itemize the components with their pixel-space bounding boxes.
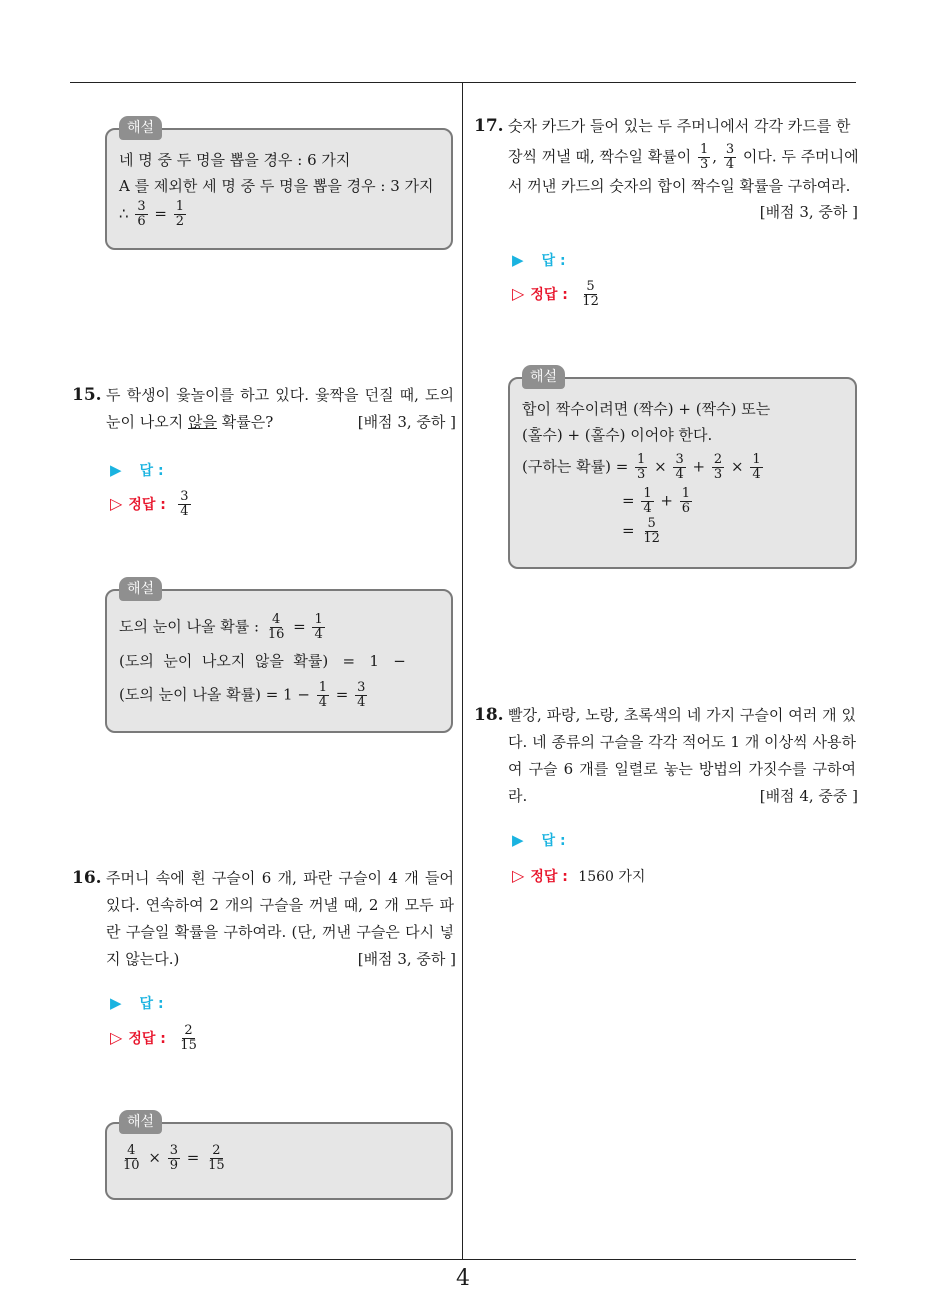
question-line-3: 서 꺼낸 카드의 숫자의 합이 짝수일 확률을 구하여라. bbox=[508, 177, 851, 195]
page-number: 4 bbox=[456, 1266, 470, 1291]
q17-solution-line-1: 합이 짝수이려면 (짝수) + (짝수) 또는 bbox=[522, 400, 771, 418]
q17-solution-line-5: = $\frac{5}{12}$ bbox=[622, 516, 660, 546]
q14-solution-line-1: 네 명 중 두 명을 뽑을 경우 : 6 가지 bbox=[119, 151, 351, 169]
question-line-1: 숫자 카드가 들어 있는 두 주머니에서 각각 카드를 한 bbox=[508, 117, 851, 135]
answer-label: 답 : bbox=[139, 463, 164, 479]
bottom-rule bbox=[70, 1259, 856, 1260]
outline-play-icon: ▷ bbox=[110, 493, 123, 513]
answer-label: 답 : bbox=[541, 833, 566, 849]
q15-solution-line-1: 도의 눈이 나올 확률 : $\frac{4}{16}$ = $\frac{1}{4}$ bbox=[119, 612, 323, 642]
underlined-word: 않을 bbox=[188, 413, 217, 431]
correct-value: $\frac{2}{15}$ bbox=[180, 1023, 197, 1053]
correct-label: 정답 : bbox=[128, 1030, 166, 1047]
correct-value: $\frac{5}{12}$ bbox=[582, 279, 599, 309]
points-label: [배점 3, 중하 ] bbox=[759, 203, 858, 221]
correct-label: 정답 : bbox=[128, 496, 166, 513]
q16-solution-box bbox=[105, 1114, 453, 1200]
q14-solution-line-2: A 를 제외한 세 명 중 두 명을 뽑을 경우 : 3 가지 bbox=[119, 177, 434, 195]
q15-answer-line bbox=[110, 460, 164, 480]
equals-sign: = bbox=[154, 204, 167, 223]
therefore-symbol: ∴ bbox=[119, 204, 129, 223]
fraction: $\frac{3}{6}$ bbox=[137, 199, 146, 229]
play-icon: ▶ bbox=[512, 251, 524, 269]
fraction: $\frac{1}{2}$ bbox=[175, 199, 185, 229]
q15-solution-box bbox=[105, 581, 453, 733]
q15-correct-answer bbox=[110, 490, 193, 519]
correct-label: 정답 : bbox=[530, 869, 568, 885]
question-number: 17. bbox=[474, 116, 504, 136]
points-label: [배점 4, 중중 ] bbox=[759, 787, 858, 805]
question-text: 빨강, 파랑, 노랑, 초록색의 네 가지 구슬이 여러 개 있다. 네 종류의 구슬을 각각 적어도 1 개 이상씩 사용하여 구슬 6 개를 일렬로 놓는 방법의 가짓수를 구하여라. bbox=[508, 706, 856, 805]
q17-solution-box bbox=[508, 369, 857, 569]
q18-answer-line bbox=[512, 830, 566, 850]
q14-solution-line-3 bbox=[119, 200, 188, 229]
solution-tag: 해설 bbox=[119, 577, 162, 601]
play-icon: ▶ bbox=[512, 831, 524, 849]
question-text: 주머니 속에 흰 구슬이 6 개, 파란 구슬이 4 개 들어 있다. 연속하여 2 개의 구슬을 꺼낼 때, 2 개 모두 파란 구슬일 확률을 구하여라. (단, 꺼낸 구슬은 다시 넣지 않는다.) bbox=[106, 869, 454, 968]
points-label: [배점 3, 중하 ] bbox=[357, 413, 456, 431]
q18-correct-answer bbox=[512, 866, 645, 886]
play-icon: ▶ bbox=[110, 461, 122, 479]
solution-tag: 해설 bbox=[119, 1110, 162, 1134]
q16-correct-answer bbox=[110, 1024, 201, 1053]
correct-value: $\frac{3}{4}$ bbox=[180, 489, 189, 519]
q17-solution-line-3: (구하는 확률) = $\frac{1}{3}$ × $\frac{3}{4}$ + $\frac{2}{3}$ × $\frac{1}{4}$ bbox=[522, 452, 761, 482]
points-label: [배점 3, 중하 ] bbox=[357, 950, 456, 968]
q17-solution-line-2: (홀수) + (홀수) 이어야 한다. bbox=[522, 426, 713, 444]
outline-play-icon: ▷ bbox=[512, 866, 525, 885]
q15-solution-line-2: (도의 눈이 나오지 않을 확률) = 1 − bbox=[119, 652, 406, 670]
q17-answer-line bbox=[512, 250, 566, 270]
top-rule bbox=[70, 82, 856, 83]
answer-label: 답 : bbox=[139, 996, 164, 1012]
outline-play-icon: ▷ bbox=[110, 1027, 123, 1047]
column-divider bbox=[462, 82, 463, 1260]
solution-tag: 해설 bbox=[522, 365, 565, 389]
question-number: 16. bbox=[72, 868, 102, 888]
q14-solution-box bbox=[105, 120, 453, 250]
q16-answer-line bbox=[110, 993, 164, 1013]
question-text: 두 학생이 윷놀이를 하고 있다. 윷짝을 던질 때, 도의 눈이 나오지 않을 확률은? bbox=[106, 386, 454, 431]
question-line-2: 장씩 꺼낼 때, 짝수일 확률이 $\frac{1}{3}$ , $\frac{3}{4}$ 이다. 두 주머니에 bbox=[508, 142, 859, 172]
q17-solution-line-4: = $\frac{1}{4}$ + $\frac{1}{6}$ bbox=[622, 486, 691, 516]
correct-value: 1560 가지 bbox=[578, 869, 646, 885]
q16-solution-line-1: $\frac{4}{10}$ × $\frac{3}{9}$ = $\frac{2}{15}$ bbox=[123, 1143, 225, 1173]
answer-label: 답 : bbox=[541, 253, 566, 269]
question-number: 15. bbox=[72, 385, 102, 405]
play-icon: ▶ bbox=[110, 994, 122, 1012]
correct-label: 정답 : bbox=[530, 286, 568, 303]
outline-play-icon: ▷ bbox=[512, 283, 525, 303]
question-number: 18. bbox=[474, 705, 504, 725]
q17-correct-answer bbox=[512, 280, 603, 309]
solution-tag: 해설 bbox=[119, 116, 162, 140]
q15-solution-line-3: (도의 눈이 나올 확률) = 1 − $\frac{1}{4}$ = $\frac{3}{4}$ bbox=[119, 680, 366, 710]
